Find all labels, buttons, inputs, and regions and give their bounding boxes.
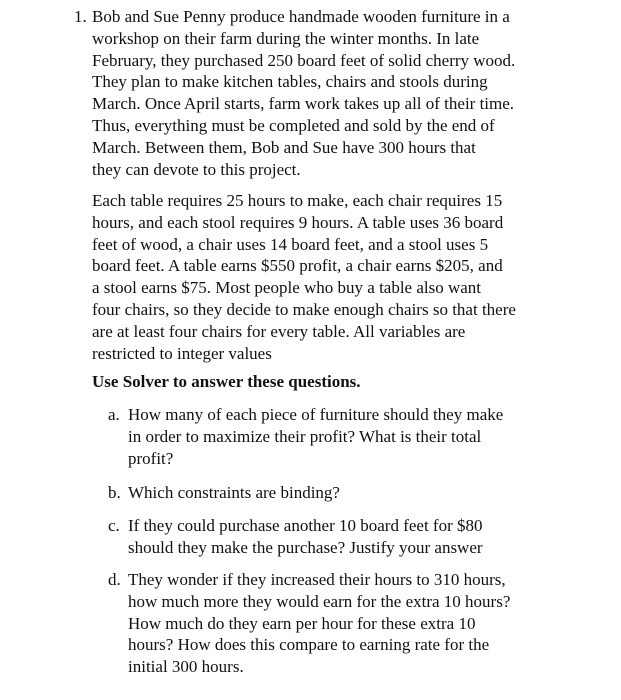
intro-line: They plan to make kitchen tables, chairs and stools during [92,72,488,92]
details-line: Each table requires 25 hours to make, each chair requires 15 [92,191,503,210]
details-line: hours, and each stool requires 9 hours. A table uses 36 board [92,212,504,232]
question-line: in order to maximize their profit? What is their total [128,426,482,446]
details-line: board feet. A table earns $550 profit, a chair earns $205, and [92,256,503,276]
details-paragraph [92,190,612,364]
intro-line: workshop on their farm during the winter months. In late [92,28,480,48]
details-line: restricted to integer values [92,343,272,363]
question-line: Which constraints are binding? [128,483,340,502]
question-line: profit? [128,448,174,468]
solver-instruction: Use Solver to answer these questions. [92,372,361,391]
question-d [128,569,598,678]
question-c [128,515,598,559]
intro-line: February, they purchased 250 board feet of solid cherry wood. [92,50,516,70]
question-line: initial 300 hours. [128,657,244,677]
intro-line: Bob and Sue Penny produce handmade wooden furniture in a [92,7,510,26]
intro-paragraph [92,6,612,180]
question-line: They wonder if they increased their hours to 310 hours, [128,570,506,589]
question-line: hours? How does this compare to earning rate for the [128,635,490,655]
question-line: If they could purchase another 10 board feet for $80 [128,516,483,535]
question-c-letter: c. [108,516,120,535]
question-line: How many of each piece of furniture should they make [128,405,504,424]
question-b-letter: b. [108,483,121,502]
details-line: four chairs, so they decide to make enough chairs so that there [92,299,516,319]
intro-line: they can devote to this project. [92,159,301,179]
question-b [128,482,598,504]
question-a [128,404,598,469]
intro-line: Thus, everything must be completed and sold by the end of [92,115,495,135]
details-line: feet of wood, a chair uses 14 board feet, and a stool uses 5 [92,234,489,254]
intro-line: March. Once April starts, farm work takes up all of their time. [92,94,515,114]
intro-line: March. Between them, Bob and Sue have 300 hours that [92,137,476,157]
question-a-letter: a. [108,405,120,424]
details-line: are at least four chairs for every table. All variables are [92,321,466,341]
details-line: a stool earns $75. Most people who buy a table also want [92,278,482,298]
question-line: how much more they would earn for the extra 10 hours? [128,591,511,611]
problem-number: 1. [74,7,87,26]
question-line: How much do they earn per hour for these extra 10 [128,613,476,633]
question-d-letter: d. [108,570,121,589]
question-line: should they make the purchase? Justify your answer [128,537,483,557]
